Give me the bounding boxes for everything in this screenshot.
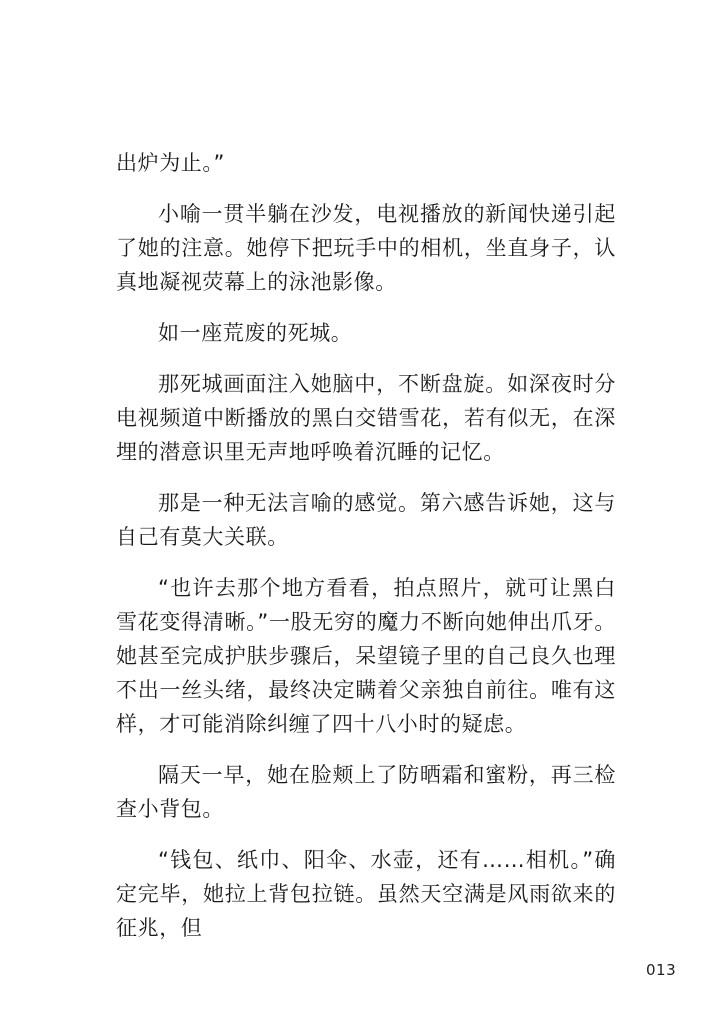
paragraph-continued: 出炉为止。”	[116, 151, 225, 175]
paragraph: “也许去那个地方看看，拍点照片，就可让黑白雪花变得清晰。”一股无穷的魔力不断向她伸出爪牙。她甚至完成护肤步骤后，呆望镜子里的自己良久也理不出一丝头绪，最终决定瞒着父亲独自前往。唯有这样，才可能消除纠缠了四十八小时的疑虑。	[116, 576, 616, 736]
paragraph: 那是一种无法言喻的感觉。第六感告诉她，这与自己有莫大关联。	[116, 491, 616, 549]
page-number: 013	[646, 961, 677, 979]
paragraph: “钱包、纸巾、阳伞、水壶，还有……相机。”确定完毕，她拉上背包拉链。虽然天空满是风雨欲来的征兆，但	[116, 848, 616, 940]
paragraph: 隔天一早，她在脸颊上了防晒霜和蜜粉，再三检查小背包。	[116, 763, 616, 821]
paragraph: 小喻一贯半躺在沙发，电视播放的新闻快递引起了她的注意。她停下把玩手中的相机，坐直身子，认真地凝视荧幕上的泳池影像。	[116, 202, 616, 294]
paragraph: 如一座荒废的死城。	[158, 321, 353, 345]
body-text	[116, 146, 616, 962]
paragraph: 那死城画面注入她脑中，不断盘旋。如深夜时分电视频道中断播放的黑白交错雪花，若有似无，在深埋的潜意识里无声地呼唤着沉睡的记忆。	[116, 372, 616, 464]
